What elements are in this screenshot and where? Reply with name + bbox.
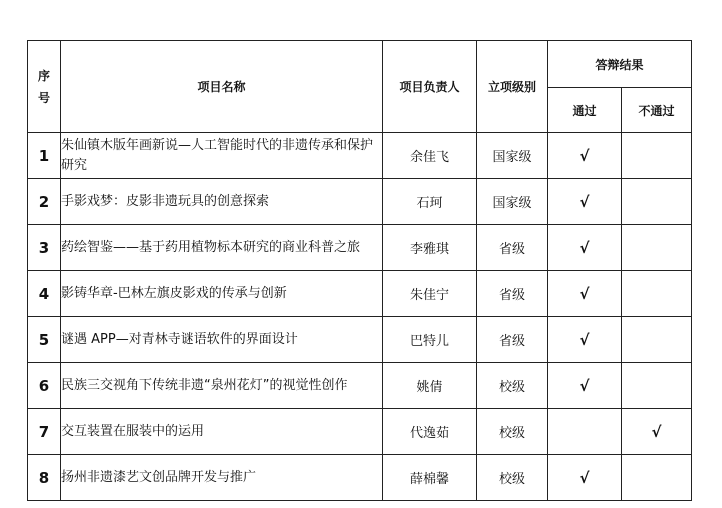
fail-check: √ <box>622 409 692 455</box>
pass-check: √ <box>548 133 622 179</box>
header-leader: 项目负责人 <box>383 41 477 133</box>
project-level: 国家级 <box>477 133 548 179</box>
project-leader: 薛棉馨 <box>383 455 477 501</box>
fail-check <box>622 317 692 363</box>
table-row <box>28 363 692 409</box>
project-leader: 代逸茹 <box>383 409 477 455</box>
fail-check <box>622 363 692 409</box>
row-number: 7 <box>28 409 61 455</box>
row-number: 2 <box>28 179 61 225</box>
pass-check: √ <box>548 455 622 501</box>
project-name: 朱仙镇木版年画新说—人工智能时代的非遗传承和保护研究 <box>61 133 383 179</box>
project-level: 国家级 <box>477 179 548 225</box>
table-row <box>28 225 692 271</box>
project-level: 省级 <box>477 271 548 317</box>
row-number: 4 <box>28 271 61 317</box>
table-row <box>28 317 692 363</box>
header-seq-line2: 号 <box>37 90 50 105</box>
project-name: 手影戏梦：皮影非遗玩具的创意探索 <box>61 179 383 225</box>
project-level: 校级 <box>477 455 548 501</box>
project-leader: 巴特儿 <box>383 317 477 363</box>
project-name: 交互装置在服装中的运用 <box>61 409 383 455</box>
project-name: 扬州非遗漆艺文创品牌开发与推广 <box>61 455 383 501</box>
pass-check: √ <box>548 271 622 317</box>
fail-check <box>622 225 692 271</box>
project-level: 校级 <box>477 409 548 455</box>
fail-check <box>622 271 692 317</box>
table-row <box>28 271 692 317</box>
header-fail: 不通过 <box>622 88 692 133</box>
row-number: 1 <box>28 133 61 179</box>
table-row <box>28 455 692 501</box>
header-seq <box>28 41 61 133</box>
header-seq-line1: 序 <box>37 68 50 83</box>
row-number: 3 <box>28 225 61 271</box>
pass-check: √ <box>548 179 622 225</box>
row-number: 6 <box>28 363 61 409</box>
header-level: 立项级别 <box>477 41 548 133</box>
project-leader: 朱佳宁 <box>383 271 477 317</box>
project-name: 谜遇 APP—对青林寺谜语软件的界面设计 <box>61 317 383 363</box>
project-leader: 石珂 <box>383 179 477 225</box>
pass-check: √ <box>548 363 622 409</box>
row-number: 8 <box>28 455 61 501</box>
project-level: 省级 <box>477 225 548 271</box>
project-level: 校级 <box>477 363 548 409</box>
table-row <box>28 179 692 225</box>
pass-check <box>548 409 622 455</box>
project-leader: 余佳飞 <box>383 133 477 179</box>
project-level: 省级 <box>477 317 548 363</box>
fail-check <box>622 133 692 179</box>
project-name: 影铸华章-巴林左旗皮影戏的传承与创新 <box>61 271 383 317</box>
fail-check <box>622 179 692 225</box>
fail-check <box>622 455 692 501</box>
pass-check: √ <box>548 317 622 363</box>
project-leader: 李雅琪 <box>383 225 477 271</box>
table-row <box>28 133 692 179</box>
results-table <box>27 40 692 501</box>
row-number: 5 <box>28 317 61 363</box>
table-row <box>28 409 692 455</box>
project-name: 药绘智鉴——基于药用植物标本研究的商业科普之旅 <box>61 225 383 271</box>
header-result: 答辩结果 <box>548 41 692 88</box>
header-project-name: 项目名称 <box>61 41 383 133</box>
pass-check: √ <box>548 225 622 271</box>
project-leader: 姚倩 <box>383 363 477 409</box>
project-name: 民族三交视角下传统非遗“泉州花灯”的视觉性创作 <box>61 363 383 409</box>
header-pass: 通过 <box>548 88 622 133</box>
